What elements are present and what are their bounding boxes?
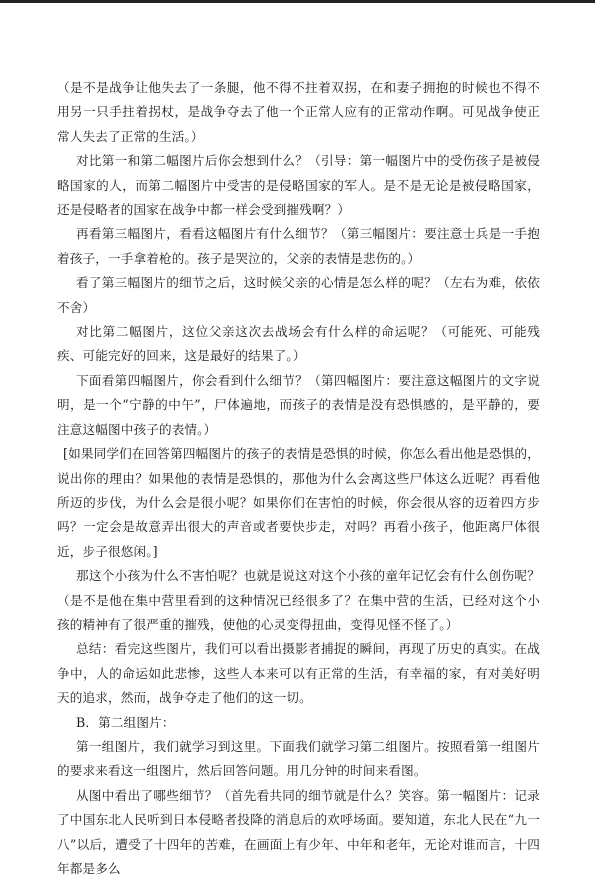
paragraph-fourth-picture-details: 下面看第四幅图片，你会看到什么细节？（第四幅图片：要注意这幅图片的文字说明，是一个“宁静的中午”，尸体遍地，而孩子的表情是没有恐惧感的，是平静的，要注意这幅图中孩子的表情。） — [57, 372, 540, 437]
paragraph-second-group-intro: 第一组图片，我们就学习到这里。下面我们就学习第二组图片。按照看第一组图片的要求来看这一组图片，然后回答问题。用几分钟的时间来看图。 — [57, 738, 540, 779]
paragraph-bracket-note: [如果同学们在回答第四幅图片的孩子的表情是恐惧的时候，你怎么看出他是恐惧的，说出你的理由？如果他的表情是恐惧的，那他为什么会离这些尸体这么近呢？再看他所迈的步伐，为什么会是很小呢？如果你们在害怕的时候，你会很从容的迈着四方步吗？一定会是故意弄出很大的声音或者要快步走，对吗？再看小孩子，他距离尸体很近，步子很悠闲。] — [57, 446, 540, 559]
paragraph-summary: 总结：看完这些图片，我们可以看出摄影者捕捉的瞬间，再现了历史的真实。在战争中，人的命运如此悲惨，这些人本来可以有正常的生活，有幸福的家，有对美好明天的追求，然而，战争夺走了他们的这一切。 — [57, 641, 540, 706]
document-body — [57, 76, 540, 881]
paragraph-third-picture-details: 再看第三幅图片，看看这幅图片有什么细节？（第三幅图片：要注意士兵是一手抱着孩子，一手拿着枪的。孩子是哭泣的，父亲的表情是悲伤的。） — [57, 226, 540, 266]
section-heading-group-b: B．第二组图片： — [76, 714, 175, 730]
top-border-line — [0, 0, 595, 3]
paragraph-father-mood: 看了第三幅图片的细节之后，这时候父亲的心情是怎么样的呢？（左右为难，依依不舍） — [57, 275, 540, 315]
paragraph-father-fate: 对比第二幅图片，这位父亲这次去战场会有什么样的命运呢？（可能死、可能残疾、可能完好的回来，这是最好的结果了。） — [57, 324, 540, 364]
paragraph-child-not-afraid: 那这个小孩为什么不害怕呢？也就是说这对这个小孩的童年记忆会有什么创伤呢？（是不是他在集中营里看到的这种情况已经很多了？在集中营的生活，已经对这个小孩的精神有了很严重的摧残，使他的心灵变得扭曲，变得见怪不怪了。） — [57, 568, 540, 632]
paragraph-compare-first-second: 对比第一和第二幅图片后你会想到什么？（引导：第一幅图片中的受伤孩子是被侵略国家的人，而第二幅图片中受害的是侵略国家的军人。是不是无论是被侵略国家，还是侵略者的国家在战争中都一样会受到摧残啊？） — [57, 153, 540, 218]
paragraph-second-group-details: 从图中看出了哪些细节？（首先看共同的细节就是什么？笑容。第一幅图片：记录了中国东北人民听到日本侵略者投降的消息后的欢呼场面。要知道，东北人民在“九一八”以后，遭受了十四年的苦难，在画面上有少年、中年和老年，无论对谁而言，十四年都是多么 — [57, 787, 540, 876]
paragraph-war-lost-leg: （是不是战争让他失去了一条腿，他不得不拄着双拐，在和妻子拥抱的时候也不得不用另一只手拄着拐杖，是战争夺去了他一个正常人应有的正常动作啊。可见战争使正常人失去了正常的生活。） — [57, 80, 540, 144]
